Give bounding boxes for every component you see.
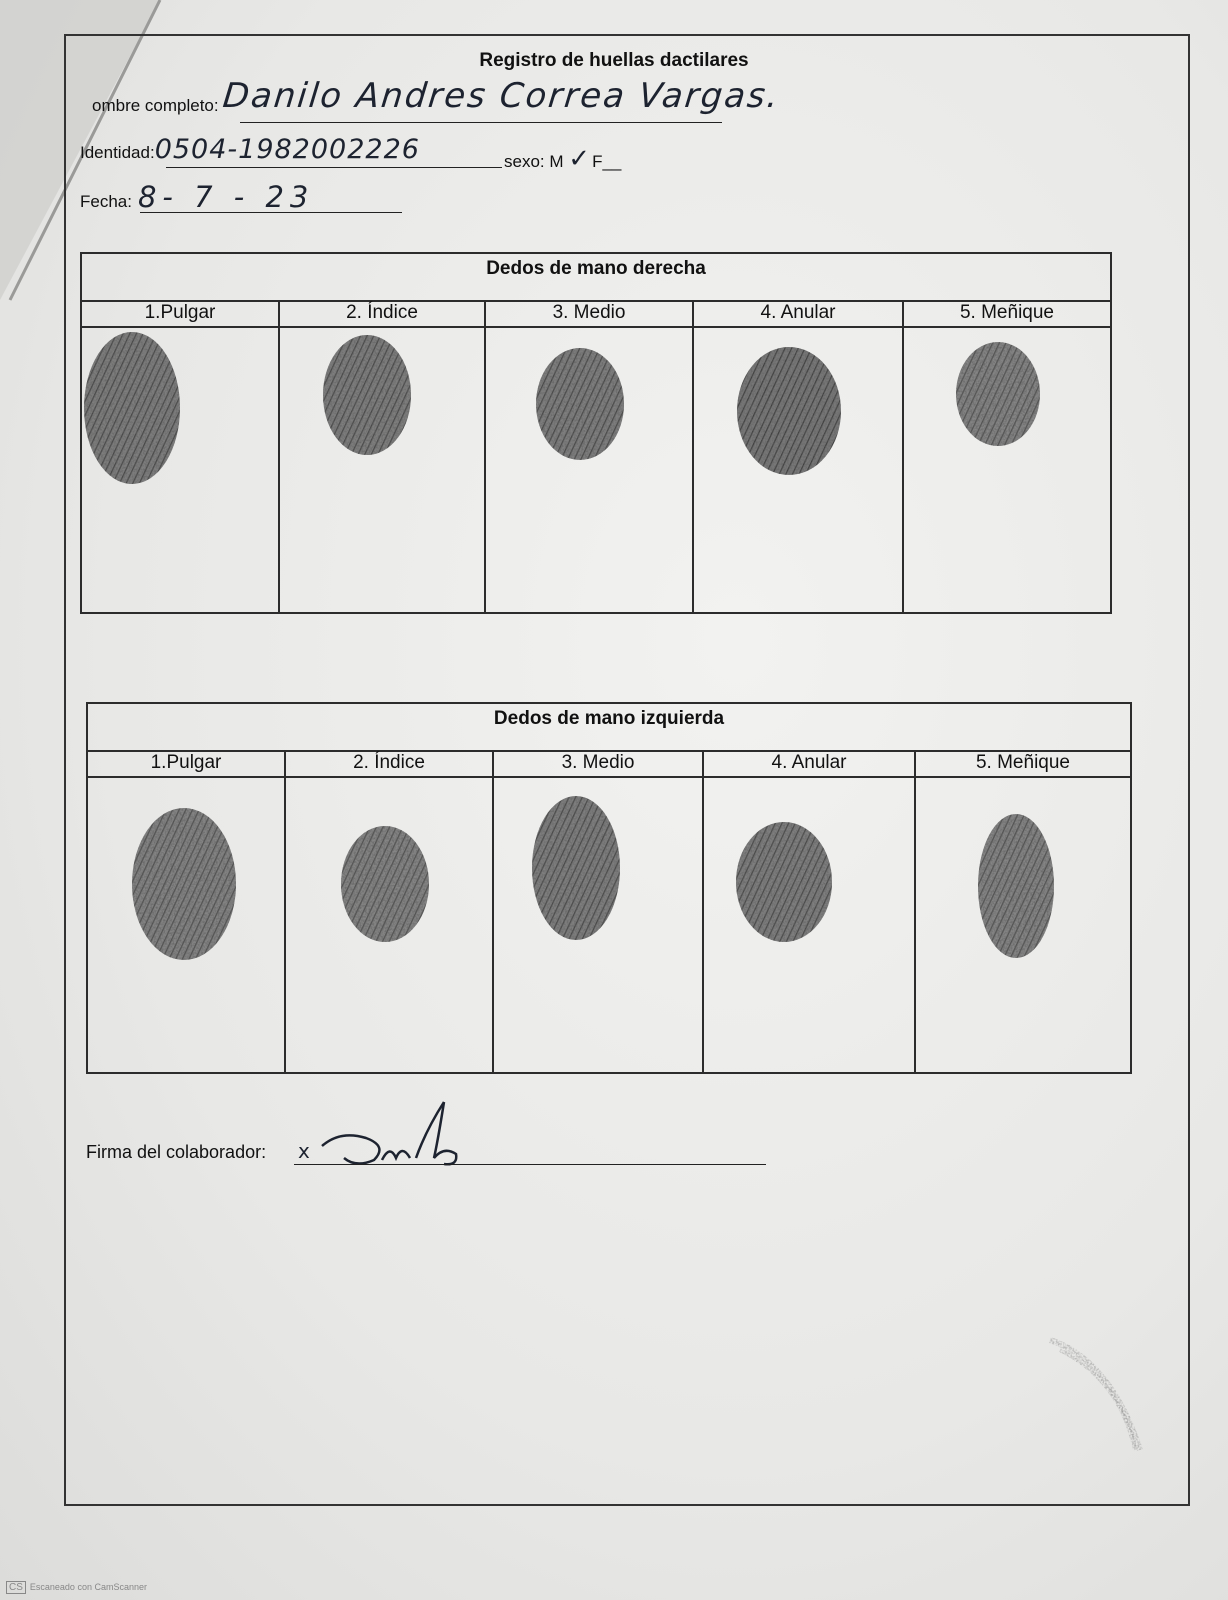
sex-field (504, 144, 621, 174)
left-thumb-label: 1.Pulgar (88, 750, 284, 778)
sex-female-option: F__ (592, 152, 622, 171)
right-middle-cell (486, 300, 694, 612)
signature-label: Firma del colaborador: (86, 1142, 267, 1162)
right-little-label: 5. Meñique (904, 300, 1110, 328)
left-middle-cell (494, 750, 704, 1072)
left-little-cell (916, 750, 1130, 1072)
full-name-value: Danilo Andres Correa Vargas. (220, 76, 782, 116)
left-little-label: 5. Meñique (916, 750, 1130, 778)
left-hand-title: Dedos de mano izquierda (88, 704, 1130, 752)
right-middle-label: 3. Medio (486, 300, 692, 328)
left-middle-label: 3. Medio (494, 750, 702, 778)
signature-underline (294, 1164, 766, 1165)
camscanner-logo: CS (6, 1581, 26, 1594)
date-underline (140, 212, 402, 213)
left-thumb-cell (88, 750, 286, 1072)
sex-label: sexo: M (504, 152, 564, 171)
date-field (80, 180, 420, 214)
full-name-underline (240, 122, 722, 123)
left-ring-label: 4. Anular (704, 750, 914, 778)
date-label: Fecha: (80, 192, 132, 211)
identity-label: Identidad: (80, 143, 155, 162)
left-ring-cell (704, 750, 916, 1072)
identity-value: 0504-1982002226 (154, 134, 420, 165)
left-index-cell (286, 750, 494, 1072)
left-index-label: 2. Índice (286, 750, 492, 778)
signature-prefix: x (298, 1139, 310, 1163)
right-thumb-label: 1.Pulgar (82, 300, 278, 328)
right-hand-grid (80, 252, 1112, 614)
right-index-label: 2. Índice (280, 300, 484, 328)
date-value: 8- 7 - 23 (137, 180, 315, 214)
left-hand-grid (86, 702, 1132, 1074)
scanner-watermark (6, 1581, 147, 1594)
sex-check-mark: ✓ (568, 144, 593, 174)
document-title: Registro de huellas dactilares (479, 50, 749, 71)
right-little-cell (904, 300, 1110, 612)
right-ring-cell (694, 300, 904, 612)
full-name-label: ombre completo: (92, 96, 219, 115)
right-thumb-cell (82, 300, 280, 612)
identity-field (80, 134, 622, 174)
signature-drawing (294, 1100, 494, 1170)
full-name-field (92, 76, 812, 116)
scanner-text: Escaneado con CamScanner (29, 1582, 147, 1592)
right-index-cell (280, 300, 486, 612)
right-hand-title: Dedos de mano derecha (82, 254, 1110, 302)
identity-underline (166, 167, 502, 168)
right-ring-label: 4. Anular (694, 300, 902, 328)
